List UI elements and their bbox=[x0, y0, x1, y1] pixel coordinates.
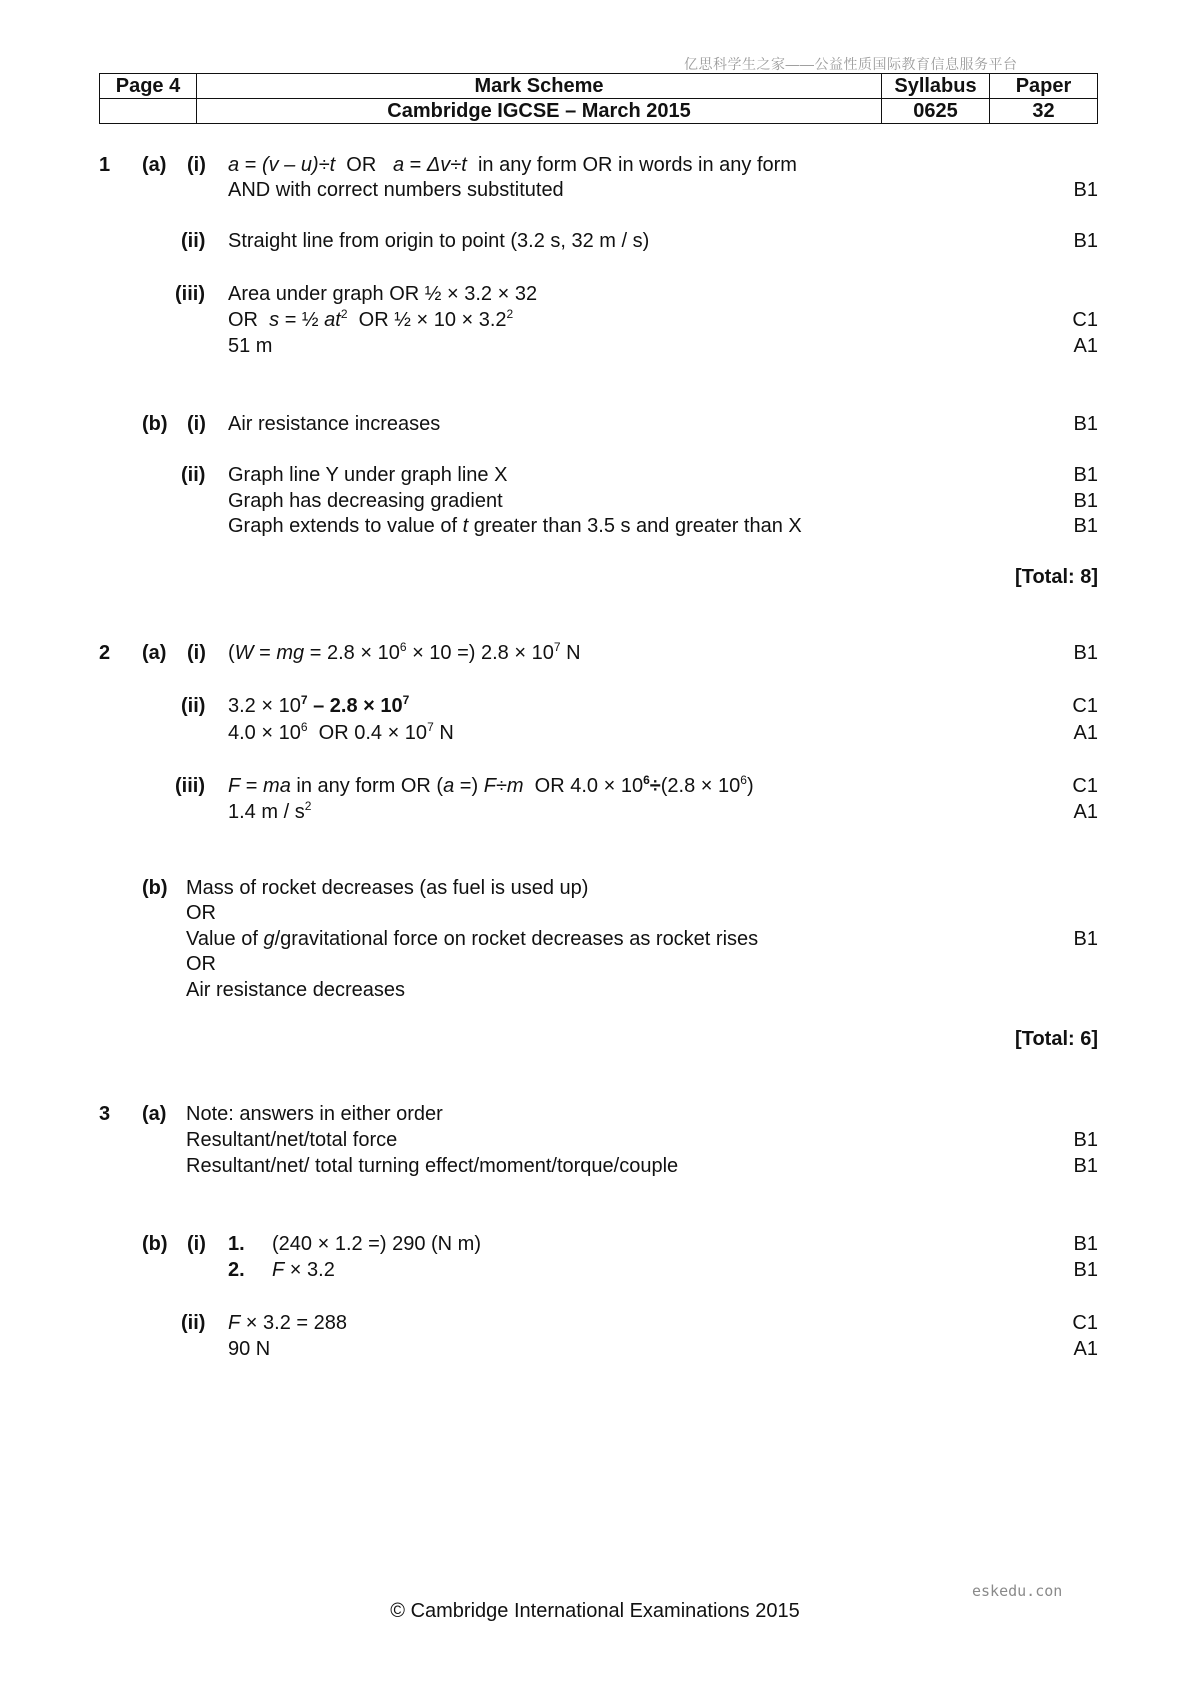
mark: B1 bbox=[1073, 179, 1098, 201]
page-number-blank bbox=[100, 99, 197, 124]
doc-title: Mark Scheme bbox=[197, 74, 882, 99]
q2a-ii-label: (ii) bbox=[181, 695, 206, 717]
mark: B1 bbox=[1073, 1259, 1098, 1281]
q1a-i-line1: a = (v – u)÷t OR a = Δv÷t in any form OR in words in any form bbox=[228, 154, 797, 176]
mark: B1 bbox=[1073, 928, 1098, 950]
q1a-iii-line2: OR s = ½ $at^2$ OR ½ × $10 \times 3.2^2$ bbox=[228, 307, 514, 331]
paper-label: Paper bbox=[990, 74, 1098, 99]
mark: B1 bbox=[1073, 1155, 1098, 1177]
doc-subtitle: Cambridge IGCSE – March 2015 bbox=[197, 99, 882, 124]
q1a-i-line2: AND with correct numbers substituted bbox=[228, 179, 564, 201]
q3b-i-label: (i) bbox=[187, 1233, 206, 1255]
q2b-or2: OR bbox=[186, 953, 216, 975]
mark: C1 bbox=[1072, 309, 1098, 331]
syllabus-label: Syllabus bbox=[882, 74, 990, 99]
q2a-i-text: (W = mg = $2.8 \times 10^6 \times 10$ =) $2.8 \times 10^7$ N bbox=[228, 640, 581, 664]
q1b-ii-line3: Graph extends to value of t greater than 3.5 s and greater than X bbox=[228, 515, 802, 537]
site-watermark: eskedu.con bbox=[972, 1582, 1063, 1600]
q2b-label: (b) bbox=[142, 877, 168, 899]
q1-number: 1 bbox=[99, 154, 111, 176]
q1a-iii-line1: Area under graph OR ½ × 3.2 × 32 bbox=[228, 283, 538, 305]
q1a-i-label: (i) bbox=[187, 154, 206, 176]
q1b-i-label: (i) bbox=[187, 413, 206, 435]
q2b-line1: Mass of rocket decreases (as fuel is used up) bbox=[186, 877, 589, 899]
mark: B1 bbox=[1073, 642, 1098, 664]
q3a-label: (a) bbox=[142, 1103, 167, 1125]
q2-total: [Total: 6] bbox=[1015, 1028, 1098, 1050]
q1a-label: (a) bbox=[142, 154, 167, 176]
q1b-label: (b) bbox=[142, 413, 168, 435]
q2b-line2: Value of g/gravitational force on rocket decreases as rocket rises bbox=[186, 928, 759, 950]
q3a-line3: Resultant/net/ total turning effect/moment/torque/couple bbox=[186, 1155, 679, 1177]
q1a-iii-line3: 51 m bbox=[228, 335, 273, 357]
mark: C1 bbox=[1072, 1312, 1098, 1334]
q2a-iii-line2: 1.4 m / $s^2$ bbox=[228, 799, 312, 823]
footer-copyright: © Cambridge International Examinations 2015 bbox=[390, 1600, 800, 1622]
paper-number: 32 bbox=[990, 99, 1098, 124]
q2b-or1: OR bbox=[186, 902, 216, 924]
mark: B1 bbox=[1073, 464, 1098, 486]
header-table bbox=[99, 73, 1098, 124]
q3b-i-1-number: 1. bbox=[228, 1233, 245, 1255]
q1b-i-text: Air resistance increases bbox=[228, 413, 441, 435]
q1b-ii-label: (ii) bbox=[181, 464, 206, 486]
syllabus-code: 0625 bbox=[882, 99, 990, 124]
q3b-i-2-text: F × 3.2 bbox=[272, 1259, 335, 1281]
q1a-ii-label: (ii) bbox=[181, 230, 206, 252]
watermark-text: 亿思科学生之家——公益性质国际教育信息服务平台 bbox=[684, 56, 1018, 72]
mark: B1 bbox=[1073, 1129, 1098, 1151]
mark: A1 bbox=[1073, 1338, 1098, 1360]
q1-total: [Total: 8] bbox=[1015, 566, 1098, 588]
mark: A1 bbox=[1073, 722, 1098, 744]
q1a-ii-text: Straight line from origin to point (3.2 s, 32 m / s) bbox=[228, 230, 650, 252]
mark: A1 bbox=[1073, 335, 1098, 357]
q2a-label: (a) bbox=[142, 642, 167, 664]
q1b-ii-line2: Graph has decreasing gradient bbox=[228, 490, 503, 512]
q2a-iii-line1: F = ma in any form OR (a =) F÷m OR $4.0 \times 10^6\div(2.8 \times 10^6)$ bbox=[228, 773, 754, 797]
q1b-ii-line1: Graph line Y under graph line X bbox=[228, 464, 508, 486]
mark: B1 bbox=[1073, 515, 1098, 537]
q3-number: 3 bbox=[99, 1103, 111, 1125]
mark: B1 bbox=[1073, 230, 1098, 252]
q2b-line3: Air resistance decreases bbox=[186, 979, 405, 1001]
q3b-label: (b) bbox=[142, 1233, 168, 1255]
q3b-ii-line2: 90 N bbox=[228, 1338, 271, 1360]
mark: B1 bbox=[1073, 490, 1098, 512]
q2a-i-label: (i) bbox=[187, 642, 206, 664]
page-number: Page 4 bbox=[100, 74, 197, 99]
mark: B1 bbox=[1073, 1233, 1098, 1255]
q3b-ii-line1: F × 3.2 = 288 bbox=[228, 1312, 347, 1334]
mark: A1 bbox=[1073, 801, 1098, 823]
q3b-i-1-text: (240 × 1.2 =) 290 (N m) bbox=[272, 1233, 481, 1255]
q3b-ii-label: (ii) bbox=[181, 1312, 206, 1334]
q2-number: 2 bbox=[99, 642, 111, 664]
mark: B1 bbox=[1073, 413, 1098, 435]
q3b-i-2-number: 2. bbox=[228, 1259, 245, 1281]
q2a-ii-line2: $4.0 \times 10^6$ OR $0.4 \times 10^7$ N bbox=[228, 720, 454, 744]
q2a-ii-line1: $3.2 \times 10^7 - 2.8 \times 10^7$ bbox=[228, 693, 410, 717]
q3a-line1: Note: answers in either order bbox=[186, 1103, 443, 1125]
q1a-iii-label: (iii) bbox=[175, 283, 205, 305]
mark: C1 bbox=[1072, 775, 1098, 797]
mark: C1 bbox=[1072, 695, 1098, 717]
q2a-iii-label: (iii) bbox=[175, 775, 205, 797]
q3a-line2: Resultant/net/total force bbox=[186, 1129, 398, 1151]
